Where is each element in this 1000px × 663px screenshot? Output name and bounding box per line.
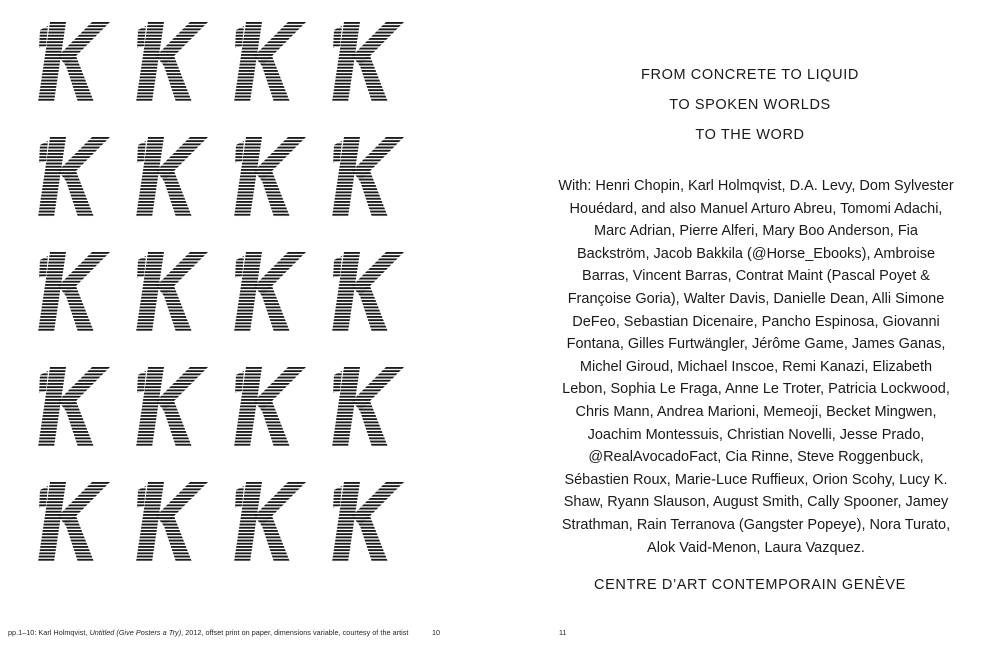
caption-prefix: pp.1–10: Karl Holmqvist, bbox=[8, 628, 90, 637]
k-glyph bbox=[332, 482, 404, 562]
k-glyph bbox=[234, 22, 306, 102]
k-glyph bbox=[234, 252, 306, 332]
k-glyph bbox=[332, 137, 404, 217]
k-letter-artwork bbox=[36, 22, 416, 582]
k-glyph bbox=[136, 22, 208, 102]
k-glyph bbox=[38, 22, 110, 102]
right-page bbox=[500, 0, 1000, 663]
page-number-left: 10 bbox=[432, 628, 440, 637]
k-glyph bbox=[136, 367, 208, 447]
k-glyph bbox=[234, 367, 306, 447]
k-glyph bbox=[38, 482, 110, 562]
k-glyph bbox=[136, 482, 208, 562]
title-line-1: FROM CONCRETE TO LIQUID bbox=[641, 67, 859, 83]
k-glyph bbox=[234, 137, 306, 217]
page-number-right: 11 bbox=[559, 628, 567, 637]
image-caption bbox=[8, 628, 408, 637]
k-glyph bbox=[332, 22, 404, 102]
k-glyph bbox=[136, 252, 208, 332]
k-glyph bbox=[38, 137, 110, 217]
participants-list: With: Henri Chopin, Karl Holmqvist, D.A. Levy, Dom Sylvester Houédard, and also Manuel Arturo Abreu, Tomomi Adachi, Marc Adrian, Pierre Alferi, Mary Boo Anderson, Fia Backström, Jacob Bakkila (@Horse_Ebooks), Ambroise Barras, Vincent Barras, Contrat Maint (Pascal Poyet & Françoise Goria), Walter Davis, Danielle Dean, Alli Simone DeFeo, Sebastian Dicenaire, Pancho Espinosa, Giovanni Fontana, Gilles Furtwängler, Jérôme Game, James Ganas, Michel Giroud, Michael Inscoe, Remi Kanazi, Elizabeth Lebon, Sophia Le Fraga, Anne Le Troter, Patricia Lockwood, Chris Mann, Andrea Marioni, Memeoji, Becket Mingwen, Joachim Montessuis, Christian Novelli, Jesse Prado, @RealAvocadoFact, Cia Rinne, Steve Roggenbuck, Sébastien Roux, Marie-Luce Ruffieux, Orion Scohy, Lucy K. Shaw, Ryann Slauson, August Smith, Cally Spooner, Jamey Strathman, Rain Terranova (Gangster Popeye), Nora Turato, Alok Vaid-Menon, Laura Vazquez. bbox=[558, 178, 954, 556]
caption-artwork-title: Untitled (Give Posters a Try) bbox=[89, 628, 182, 637]
title-line-2: TO SPOKEN WORLDS bbox=[669, 97, 831, 113]
title-line-3: TO THE WORD bbox=[695, 127, 805, 143]
k-pattern-image bbox=[36, 22, 416, 582]
exhibition-title bbox=[500, 60, 1000, 150]
k-glyph bbox=[38, 252, 110, 332]
k-glyph bbox=[136, 137, 208, 217]
caption-suffix: , 2012, offset print on paper, dimensions variable, courtesy of the artist bbox=[181, 628, 409, 637]
k-glyph bbox=[234, 482, 306, 562]
k-glyph bbox=[38, 367, 110, 447]
k-glyph bbox=[332, 252, 404, 332]
venue-name: CENTRE D’ART CONTEMPORAIN GENÈVE bbox=[594, 577, 906, 593]
k-glyph bbox=[332, 367, 404, 447]
